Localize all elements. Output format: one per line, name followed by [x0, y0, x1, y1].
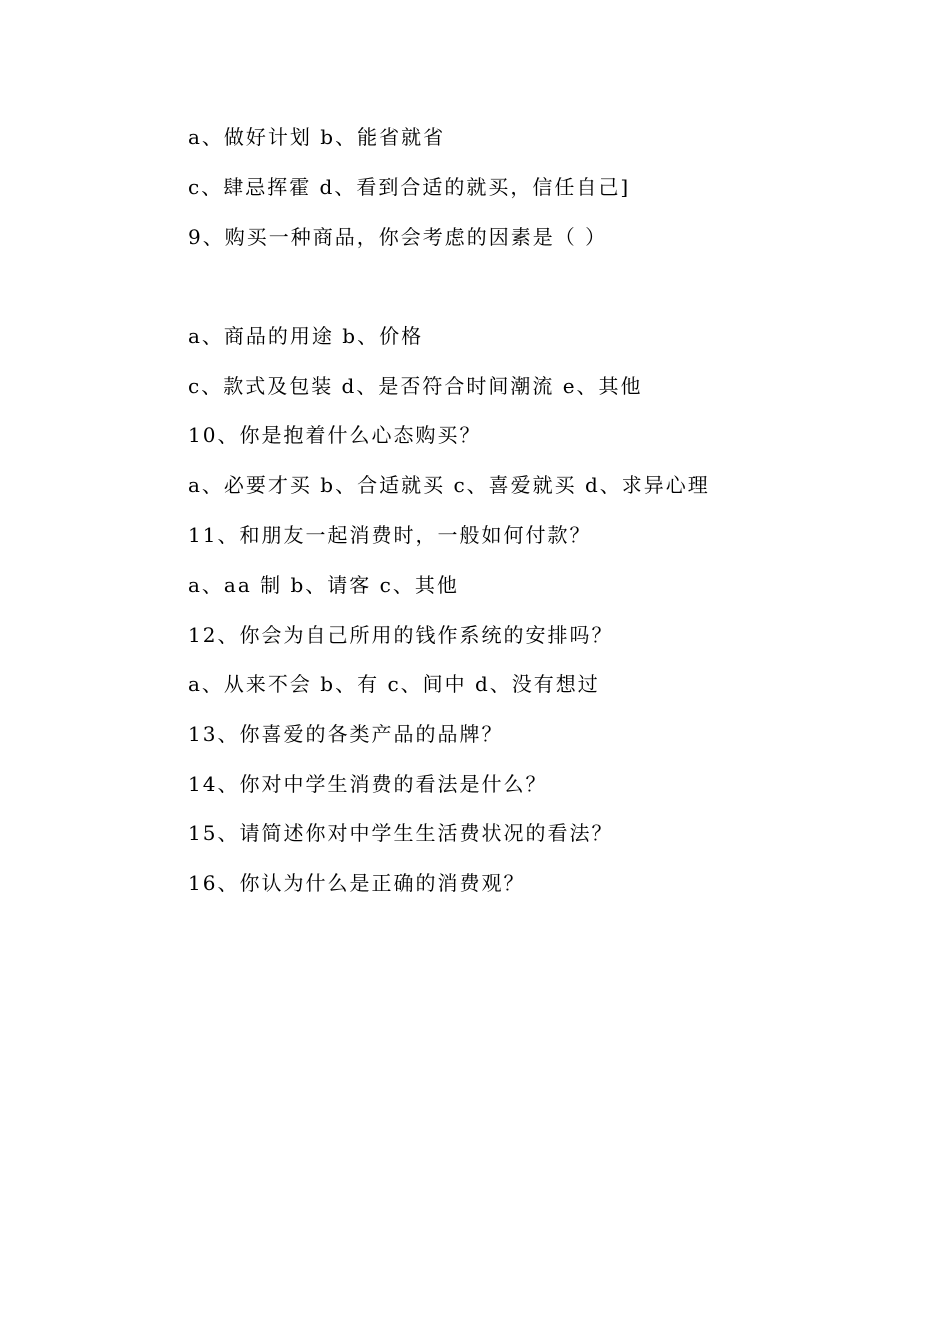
question-10: 10、你是抱着什么心态购买？	[188, 423, 482, 447]
option-line-q11: a、aa 制 b、请客 c、其他	[188, 573, 459, 597]
question-15: 15、请简述你对中学生生活费状况的看法？	[188, 821, 614, 845]
question-11: 11、和朋友一起消费时，一般如何付款？	[188, 523, 592, 547]
question-13: 13、你喜爱的各类产品的品牌？	[188, 722, 504, 746]
option-line-q12: a、从来不会 b、有 c、间中 d、没有想过	[188, 672, 600, 696]
option-line-q10: a、必要才买 b、合适就买 c、喜爱就买 d、求异心理	[188, 473, 710, 497]
option-line-q8-ab: a、做好计划 b、能省就省	[188, 125, 446, 149]
question-14: 14、你对中学生消费的看法是什么？	[188, 772, 548, 796]
question-9: 9、购买一种商品，你会考虑的因素是（ ）	[188, 225, 608, 249]
question-12: 12、你会为自己所用的钱作系统的安排吗？	[188, 623, 614, 647]
option-line-q8-cd: c、肆忌挥霍 d、看到合适的就买，信任自己]	[188, 175, 631, 199]
option-line-q9-cde: c、款式及包装 d、是否符合时间潮流 e、其他	[188, 374, 643, 398]
option-line-q9-ab: a、商品的用途 b、价格	[188, 324, 424, 348]
question-16: 16、你认为什么是正确的消费观？	[188, 871, 526, 895]
